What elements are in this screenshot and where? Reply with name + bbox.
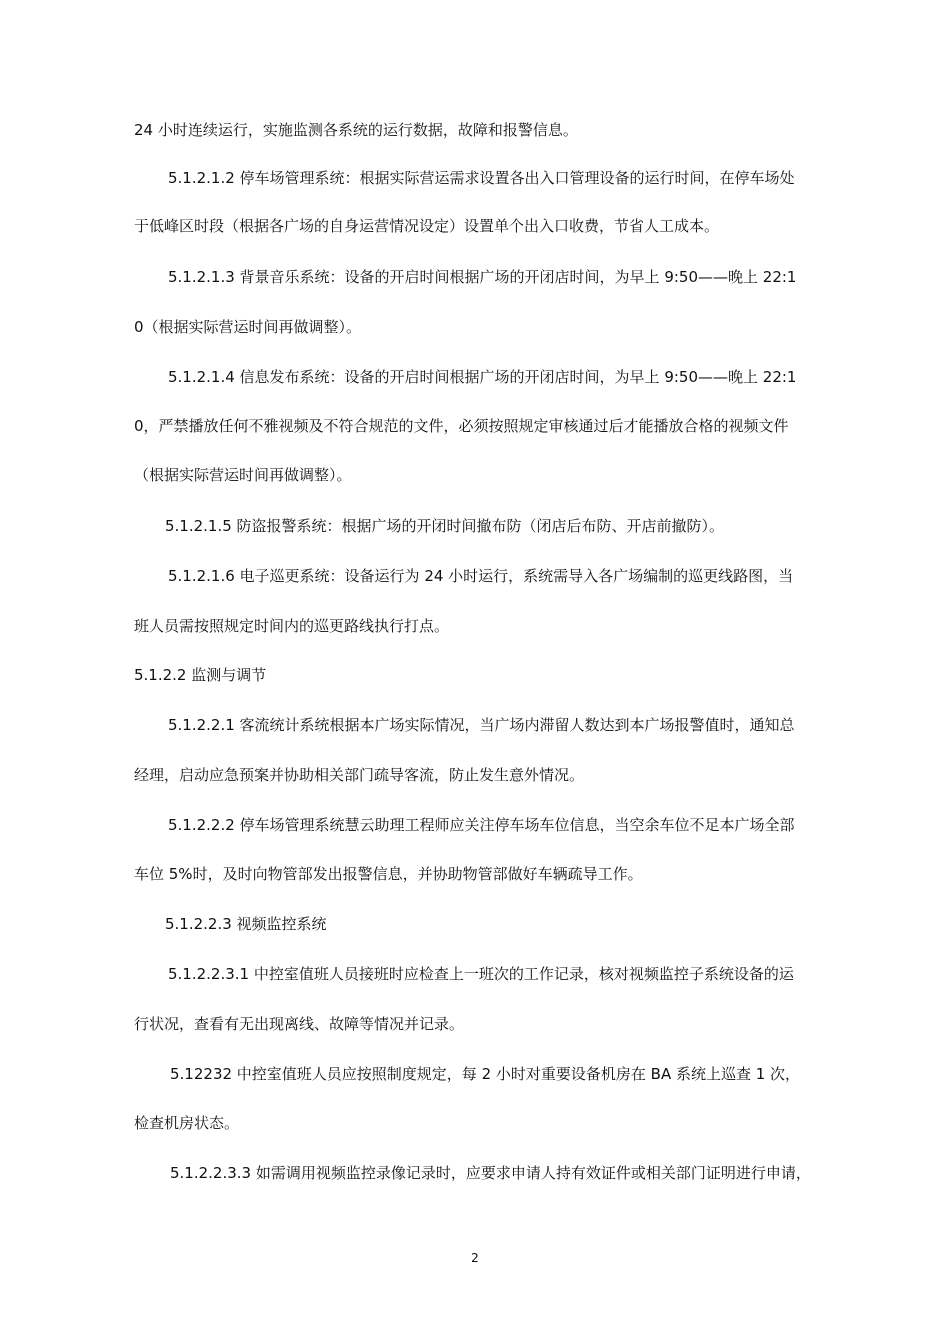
section-heading: 5.1.2.2 监测与调节 [134,666,267,684]
text-line-14: 经理，启动应急预案并协助相关部门疏导客流，防止发生意外情况。 [134,766,585,784]
text-line-10: 5.1.2.1.6 电子巡更系统：设备运行为 24 小时运行，系统需导入各广场编制的巡更线路图，当 [168,567,794,585]
text-line-3: 于低峰区时段（根据各广场的自身运营情况设定）设置单个出入口收费，节省人工成本。 [134,217,720,235]
text-line-16: 车位 5%时，及时向物管部发出报警信息，并协助物管部做好车辆疏导工作。 [134,865,643,883]
subsection-heading: 5.1.2.2.3 视频监控系统 [165,915,327,933]
text-line-7: 0，严禁播放任何不雅视频及不符合规范的文件，必须按照规定审核通过后才能播放合格的视频文件 [134,417,789,435]
text-line-20: 5.12232 中控室值班人员应按照制度规定，每 2 小时对重要设备机房在 BA 系统上巡查 1 次， [170,1065,801,1083]
text-line-11: 班人员需按照规定时间内的巡更路线执行打点。 [134,617,450,635]
text-line-1: 24 小时连续运行，实施监测各系统的运行数据，故障和报警信息。 [134,121,578,139]
text-line-4: 5.1.2.1.3 背景音乐系统：设备的开启时间根据广场的开闭店时间，为早上 9:50——晚上 22:1 [168,268,797,286]
text-line-15: 5.1.2.2.2 停车场管理系统慧云助理工程师应关注停车场车位信息，当空余车位不足本广场全部 [168,816,795,834]
text-line-6: 5.1.2.1.4 信息发布系统：设备的开启时间根据广场的开闭店时间，为早上 9:50——晚上 22:1 [168,368,797,386]
page-number: 2 [471,1251,479,1265]
text-line-18: 5.1.2.2.3.1 中控室值班人员接班时应检查上一班次的工作记录，核对视频监控子系统设备的运 [168,965,794,983]
text-line-13: 5.1.2.2.1 客流统计系统根据本广场实际情况，当广场内滞留人数达到本广场报警值时，通知总 [168,716,795,734]
text-line-22: 5.1.2.2.3.3 如需调用视频监控录像记录时，应要求申请人持有效证件或相关部门证明进行申请， [170,1164,811,1182]
text-line-21: 检查机房状态。 [134,1114,240,1132]
text-line-19: 行状况，查看有无出现离线、故障等情况并记录。 [134,1015,465,1033]
text-line-9: 5.1.2.1.5 防盗报警系统：根据广场的开闭时间撤布防（闭店后布防、开店前撤防）。 [165,517,725,535]
text-line-8: （根据实际营运时间再做调整）。 [134,466,352,484]
text-line-5: 0（根据实际营运时间再做调整）。 [134,318,362,336]
text-line-2: 5.1.2.1.2 停车场管理系统：根据实际营运需求设置各出入口管理设备的运行时间，在停车场处 [168,169,795,187]
